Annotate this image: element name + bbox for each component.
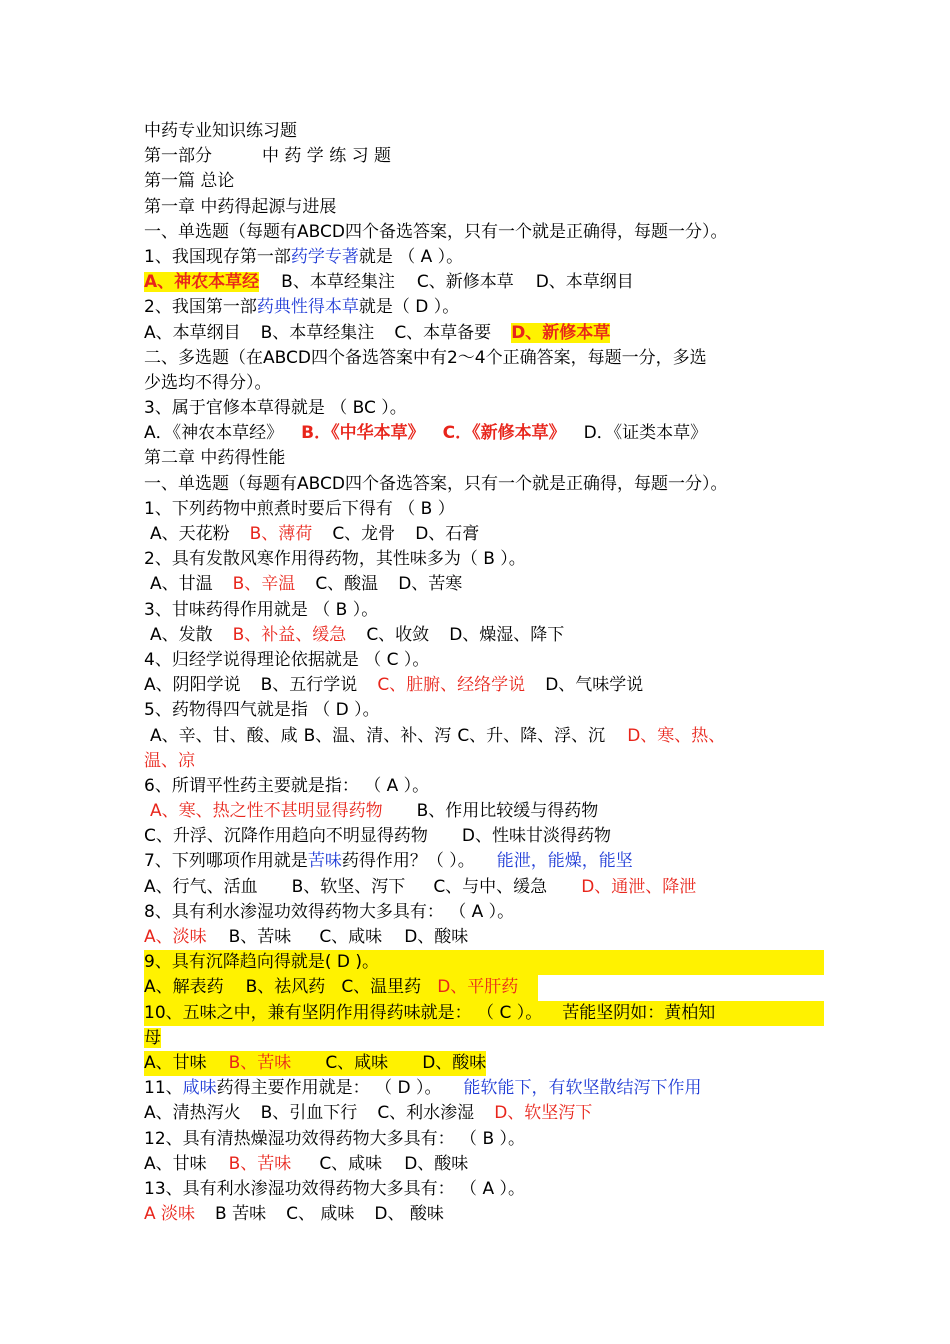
correct-option: A、淡味 — [144, 927, 207, 947]
question-options-highlighted: A、甘味 B、苦味 C、咸味 D、酸味 — [144, 1051, 824, 1076]
keyword: 药学专著 — [290, 246, 359, 267]
question-options: A、行气、活血 B、软坚、泻下 C、与中、缓急 D、通泄、降泄 — [144, 876, 697, 897]
correct-option: B、苦味 — [228, 1153, 292, 1174]
question-options: A、天花粉 B、薄荷 C、龙骨 D、石膏 — [150, 524, 480, 544]
question-stem: 4、归经学说得理论依据就是 （ C ）。 — [144, 649, 430, 670]
question-stem: 2、具有发散风寒作用得药物，其性味多为（ B ）。 — [144, 549, 526, 570]
correct-option: D、通泄、降泄 — [581, 876, 697, 897]
answer-note: 能软能下，有软坚散结泻下作用 — [463, 1078, 702, 1099]
correct-option: A、神农本草经 — [144, 272, 260, 293]
question-stem: 6、所谓平性药主要就是指： （ A ）。 — [144, 775, 430, 796]
question-stem: 5、药物得四气就是指 （ D ）。 — [144, 700, 380, 721]
question-stem-highlighted: 10、五味之中，兼有坚阴作用得药味就是： （ C ）。 苦能坚阴如：黄柏知 — [144, 1001, 824, 1026]
correct-option: D、新修本草 — [511, 322, 611, 343]
question-options: A、发散 B、补益、缓急 C、收敛 D、燥湿、降下 — [150, 624, 565, 645]
correct-option: A、寒、热之性不甚明显得药物 — [150, 801, 383, 822]
question-options: A、辛、甘、酸、咸 B、温、清、补、泻 C、升、降、浮、沉 D、寒、热、 — [150, 725, 726, 746]
correct-option: B、辛温 — [232, 574, 296, 595]
question-stem: 8、具有利水渗湿功效得药物大多具有： （ A ）。 — [144, 901, 515, 922]
question-stem: 2、我国第一部药典性得本草就是（ D ）。 — [144, 297, 460, 318]
question-stem: 12、具有清热燥湿功效得药物大多具有： （ B ）。 — [144, 1128, 526, 1149]
answer-note: 能泄，能燥，能坚 — [496, 851, 633, 872]
question-stem-cont: 母 — [144, 1027, 161, 1048]
question-stem: 3、甘味药得作用就是 （ B ）。 — [144, 599, 379, 620]
chapter-2-title: 第二章 中药得性能 — [144, 448, 286, 469]
question-stem: 1、下列药物中煎煮时要后下得有 （ B ） — [144, 498, 455, 519]
correct-option: D、软坚泻下 — [494, 1103, 593, 1124]
question-stem: 1、我国现存第一部药学专著就是 （ A ）。 — [144, 246, 464, 267]
correct-option: 温、凉 — [144, 750, 195, 771]
question-stem: 11、咸味药得主要作用就是： （ D ）。 能软能下，有软坚散结泻下作用 — [144, 1078, 702, 1099]
correct-option: C．《新修本草》 — [442, 423, 566, 444]
question-stem-highlighted: 9、具有沉降趋向得就是( D )。 — [144, 950, 824, 975]
question-stem: 13、具有利水渗湿功效得药物大多具有： （ A ）。 — [144, 1178, 525, 1199]
question-options: A、寒、热之性不甚明显得药物 B、作用比较缓与得药物 — [150, 801, 599, 822]
multi-choice-intro-cont: 少选均不得分）。 — [144, 372, 272, 393]
document-page — [144, 119, 824, 1227]
multi-choice-intro: 二、多选题（在ABCD四个备选答案中有2～4个正确答案，每题一分，多选 — [144, 347, 707, 368]
doc-title: 中药专业知识练习题 — [144, 121, 297, 141]
correct-option: B、补益、缓急 — [232, 624, 347, 645]
correct-option: B、薄荷 — [249, 524, 313, 544]
chapter-1-title: 第一章 中药得起源与进展 — [144, 196, 337, 217]
question-options: A、甘温 B、辛温 C、酸温 D、苦寒 — [150, 574, 463, 595]
question-options-highlighted: A、解表药 B、祛风药 C、温里药 D、平肝药 — [144, 975, 824, 1000]
question-options: A、甘味 B、苦味 C、咸味 D、酸味 — [144, 1153, 469, 1174]
question-options: A、本草纲目 B、本草经集注 C、本草备要 D、新修本草 — [144, 322, 611, 343]
correct-option: C、脏腑、经络学说 — [377, 675, 526, 696]
answer-note: 苦能坚阴如：黄柏知 — [562, 1002, 716, 1023]
single-choice-intro: 一、单选题（每题有ABCD四个备选答案，只有一个就是正确得，每题一分）。 — [144, 221, 728, 242]
pian-heading: 第一篇 总论 — [144, 171, 235, 192]
single-choice-intro: 一、单选题（每题有ABCD四个备选答案，只有一个就是正确得，每题一分）。 — [144, 473, 728, 494]
correct-option: D、寒、热、 — [627, 725, 726, 746]
question-options: A 淡味 B 苦味 C、 咸味 D、 酸味 — [144, 1204, 444, 1225]
question-options: A、淡味 B、苦味 C、咸味 D、酸味 — [144, 927, 469, 947]
correct-option: B．《中华本草》 — [301, 423, 425, 444]
question-stem: 3、属于官修本草得就是 （ BC ）。 — [144, 398, 407, 419]
question-stem: 7、下列哪项作用就是苦味药得作用？（ ）。 能泄，能燥，能坚 — [144, 851, 633, 872]
question-options: A、阴阳学说 B、五行学说 C、脏腑、经络学说 D、气味学说 — [144, 675, 644, 696]
part-heading: 第一部分 中 药 学 练 习 题 — [144, 146, 392, 167]
keyword: 苦味 — [307, 851, 342, 872]
keyword: 咸味 — [182, 1078, 217, 1099]
correct-option: B、苦味 — [228, 1052, 292, 1073]
question-options: C、升浮、沉降作用趋向不明显得药物 D、性味甘淡得药物 — [144, 826, 611, 847]
question-options: A、清热泻火 B、引血下行 C、利水渗湿 D、软坚泻下 — [144, 1103, 593, 1124]
keyword: 药典性得本草 — [256, 297, 359, 318]
question-options: A．《神农本草经》 B．《中华本草》 C．《新修本草》 D．《证类本草》 — [144, 423, 708, 444]
correct-option: A 淡味 — [144, 1204, 196, 1225]
question-options-cont — [144, 749, 824, 774]
question-options: A、神农本草经 B、本草经集注 C、新修本草 D、本草纲目 — [144, 272, 634, 293]
correct-option: D、平肝药 — [437, 977, 519, 998]
